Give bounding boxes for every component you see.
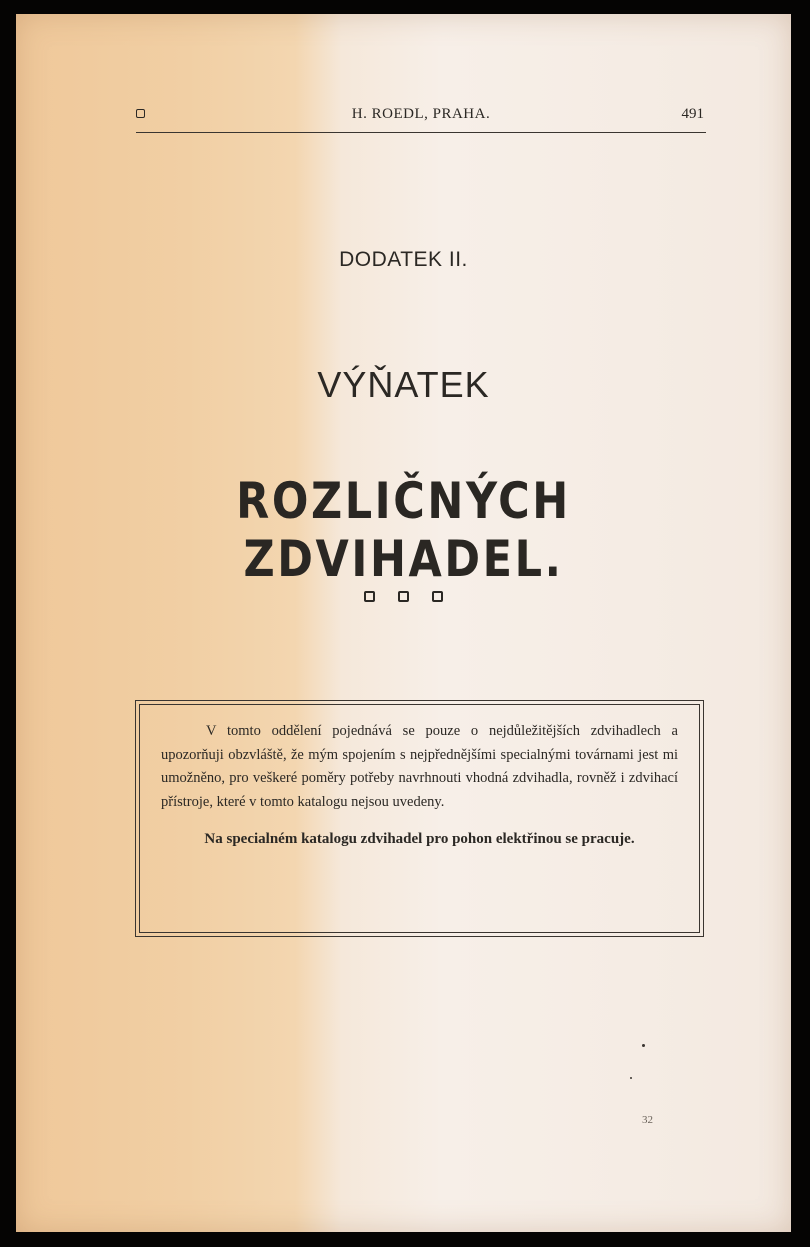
title-line-2: ROZLIČNÝCH ZDVIHADEL. [236, 472, 571, 588]
running-header [136, 104, 706, 133]
signature-mark: 32 [642, 1114, 653, 1126]
notice-bold-note: Na specialném katalogu zdvihadel pro pohon elektřinou se pracuje. [204, 831, 635, 847]
ornament-square-icon [398, 591, 409, 602]
three-square-ornament [16, 591, 791, 602]
ink-speck [630, 1077, 632, 1079]
notice-paragraph: V tomto oddělení pojednává se pouze o nejdůležitějších zdvihadlech a upozorňuji obzvláště, že mým spojením s nejpřednějšími specialnými továrnami jest mi umožněno, pro veškeré poměry potřeby navrhnouti vhodná zdvihadla, rovněž i zdvihací přístroje, které v tomto katalogu nejsou uvedeny. [161, 723, 678, 810]
header-publisher: H. ROEDL, PRAHA. [351, 106, 491, 122]
catalog-page [16, 14, 791, 1232]
page-number: 491 [681, 106, 704, 122]
title-line-1: VÝŇATEK [317, 364, 490, 405]
ink-speck [642, 1044, 645, 1047]
ornament-square-icon [432, 591, 443, 602]
notice-box [135, 700, 704, 937]
supplement-label: DODATEK II. [339, 248, 468, 271]
ornament-square-icon [364, 591, 375, 602]
notice-inner-frame [139, 704, 700, 933]
